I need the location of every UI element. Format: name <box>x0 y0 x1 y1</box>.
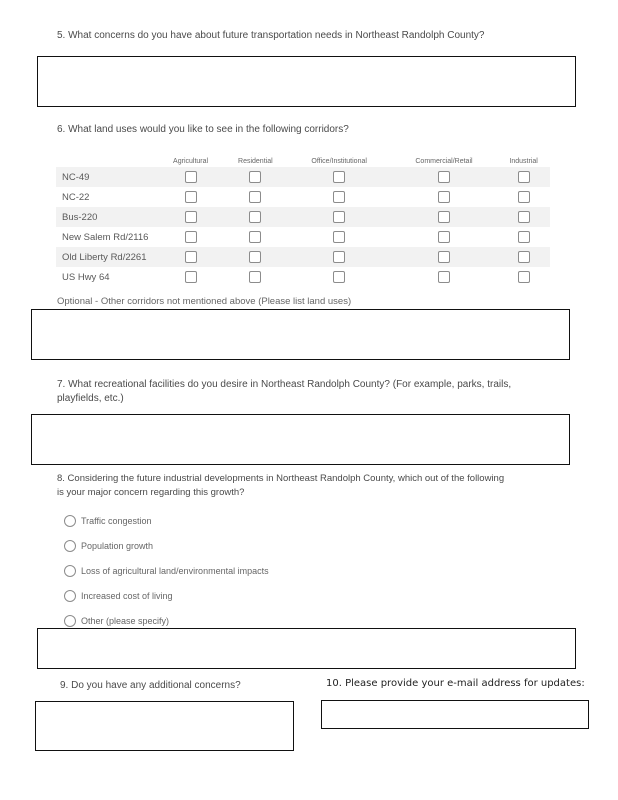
question-7-answer-box[interactable] <box>31 414 570 465</box>
row-label: Bus-220 <box>56 207 158 227</box>
question-5-text: 5. What concerns do you have about future transportation needs in Northeast Randolph County? <box>57 30 485 41</box>
checkbox[interactable] <box>438 211 450 223</box>
radio-option[interactable] <box>64 540 153 552</box>
checkbox[interactable] <box>185 211 197 223</box>
email-input[interactable] <box>321 700 589 729</box>
radio-circle-icon[interactable] <box>64 590 76 602</box>
checkbox[interactable] <box>185 171 197 183</box>
question-7-text: 7. What recreational facilities do you desire in Northeast Randolph County? (For example, parks, trails, playfields, etc.) <box>57 379 512 404</box>
question-5-answer-box[interactable] <box>37 56 576 107</box>
table-row <box>56 167 550 187</box>
column-header: Industrial <box>509 157 538 165</box>
checkbox[interactable] <box>185 191 197 203</box>
question-9-text: 9. Do you have any additional concerns? <box>60 680 241 691</box>
checkbox[interactable] <box>518 171 530 183</box>
row-label: New Salem Rd/2116 <box>62 231 149 243</box>
checkbox[interactable] <box>185 271 197 283</box>
checkbox[interactable] <box>249 251 261 263</box>
question-6-text: 6. What land uses would you like to see in the following corridors? <box>57 124 349 135</box>
question-8-other-box[interactable] <box>37 628 576 669</box>
radio-circle-icon[interactable] <box>64 565 76 577</box>
checkbox[interactable] <box>333 171 345 183</box>
checkbox[interactable] <box>333 251 345 263</box>
checkbox[interactable] <box>438 271 450 283</box>
radio-option[interactable] <box>64 590 173 602</box>
land-use-grid <box>56 155 550 287</box>
question-9-answer-box[interactable] <box>35 701 294 751</box>
table-row <box>56 187 550 207</box>
radio-option[interactable] <box>64 565 269 577</box>
question-8-text: 8. Considering the future industrial developments in Northeast Randolph County, which out of the following is your major concern regarding this growth? <box>57 473 505 498</box>
checkbox[interactable] <box>518 251 530 263</box>
checkbox[interactable] <box>249 231 261 243</box>
column-header: Agricultural <box>173 157 209 165</box>
row-label: NC-49 <box>56 167 158 187</box>
checkbox[interactable] <box>249 171 261 183</box>
checkbox[interactable] <box>249 211 261 223</box>
radio-option[interactable] <box>64 515 152 527</box>
checkbox[interactable] <box>185 231 197 243</box>
radio-circle-icon[interactable] <box>64 515 76 527</box>
checkbox[interactable] <box>438 191 450 203</box>
grid-header-row <box>56 155 550 167</box>
checkbox[interactable] <box>438 251 450 263</box>
optional-corridors-box[interactable] <box>31 309 570 360</box>
checkbox[interactable] <box>518 231 530 243</box>
grid-corner <box>56 155 158 167</box>
checkbox[interactable] <box>333 211 345 223</box>
column-header: Office/Institutional <box>311 157 367 165</box>
checkbox[interactable] <box>333 271 345 283</box>
table-row <box>56 227 550 247</box>
checkbox[interactable] <box>518 211 530 223</box>
checkbox[interactable] <box>333 191 345 203</box>
table-row <box>56 207 550 227</box>
column-header: Residential <box>238 157 273 165</box>
question-10-text: 10. Please provide your e-mail address for updates: <box>326 678 585 689</box>
table-row <box>56 267 550 287</box>
checkbox[interactable] <box>518 271 530 283</box>
table-row <box>56 247 550 267</box>
column-header: Commercial/Retail <box>415 157 473 165</box>
radio-circle-icon[interactable] <box>64 615 76 627</box>
optional-corridors-label: Optional - Other corridors not mentioned above (Please list land uses) <box>57 296 352 307</box>
row-label: NC-22 <box>62 191 90 203</box>
radio-label: Traffic congestion <box>81 516 152 526</box>
checkbox[interactable] <box>438 171 450 183</box>
radio-circle-icon[interactable] <box>64 540 76 552</box>
checkbox[interactable] <box>333 231 345 243</box>
checkbox[interactable] <box>249 271 261 283</box>
row-label: US Hwy 64 <box>62 271 110 283</box>
radio-label: Other (please specify) <box>81 616 170 626</box>
checkbox[interactable] <box>185 251 197 263</box>
radio-option[interactable] <box>64 615 169 627</box>
radio-label: Population growth <box>81 541 154 551</box>
checkbox[interactable] <box>518 191 530 203</box>
checkbox[interactable] <box>249 191 261 203</box>
row-label: Old Liberty Rd/2261 <box>56 247 158 267</box>
radio-label: Increased cost of living <box>81 591 173 601</box>
radio-label: Loss of agricultural land/environmental impacts <box>81 566 269 576</box>
checkbox[interactable] <box>438 231 450 243</box>
